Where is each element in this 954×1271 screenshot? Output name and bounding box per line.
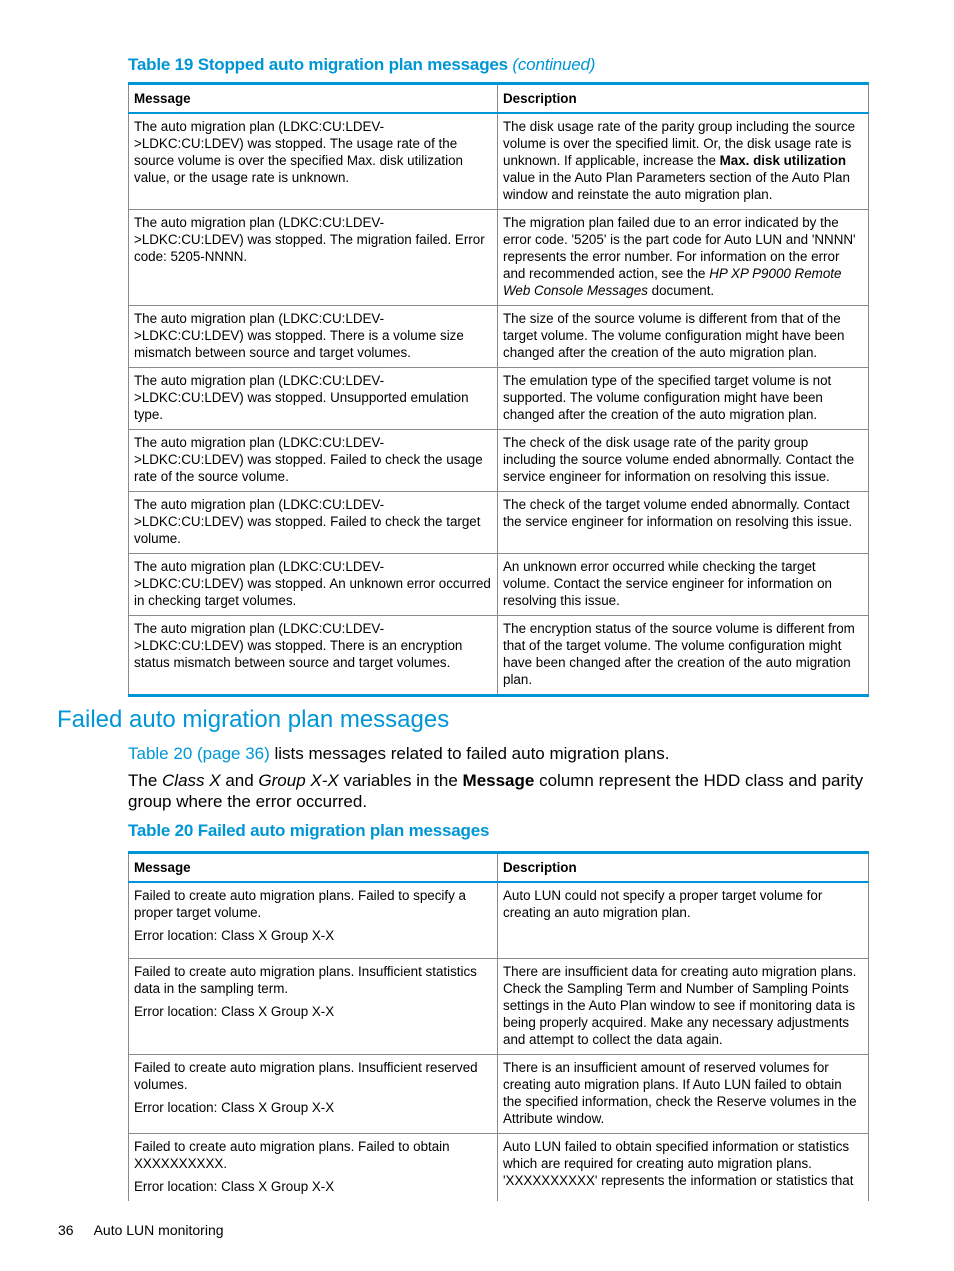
error-location: Error location: Class X Group X-X (134, 1099, 335, 1115)
message-cell (129, 1133, 498, 1201)
table-20-link[interactable]: Table 20 (page 36) (128, 744, 270, 763)
table-19-continued: (continued) (512, 55, 596, 74)
table-19-caption-text: Table 19 Stopped auto migration plan messages (128, 55, 508, 74)
error-location: Error location: Class X Group X-X (134, 1178, 335, 1194)
intro-paragraph (128, 743, 868, 764)
description-cell: Auto LUN failed to obtain specified information or statistics which are required for creating auto migration plans. 'XXXXXXXXXX' represents the information or statistics that (498, 1133, 869, 1201)
table-header-row (129, 84, 869, 114)
message-text: Failed to create auto migration plans. Insufficient statistics data in the sampling term. (134, 963, 477, 996)
message-cell: The auto migration plan (LDKC:CU:LDEV->LDKC:CU:LDEV) was stopped. Failed to check the usage rate of the source volume. (129, 430, 498, 492)
document-title: HP XP P9000 Remote Web Console Messages (503, 266, 842, 298)
description-cell: There are insufficient data for creating auto migration plans. Check the Sampling Term and Number of Sampling Points settings in the Auto Plan window to see if monitoring data is being properly acquired. Make any necessary adjustments and attempt to collect the data again. (498, 958, 869, 1054)
page-footer (58, 1222, 224, 1238)
description-text: value in the Auto Plan Parameters section of the Auto Plan window and reinstate the auto migration plan. (503, 170, 850, 202)
description-cell: Auto LUN could not specify a proper target volume for creating an auto migration plan. (498, 882, 869, 958)
column-header-message: Message (129, 84, 498, 114)
section-heading: Failed auto migration plan messages (57, 706, 450, 733)
table-row (129, 368, 869, 430)
footer-title: Auto LUN monitoring (93, 1222, 224, 1238)
description-text: The disk usage rate of the parity group including the source volume is over the specified limit. Or, the disk usage rate is unknown. If applicable, increase the (503, 119, 856, 168)
description-cell (498, 113, 869, 210)
variable-group-x-x: Group X-X (258, 771, 339, 790)
page-number: 36 (58, 1222, 74, 1238)
description-cell: The check of the target volume ended abnormally. Contact the service engineer for information on resolving this issue. (498, 492, 869, 554)
message-cell: The auto migration plan (LDKC:CU:LDEV->LDKC:CU:LDEV) was stopped. The migration failed. Error code: 5205-NNNN. (129, 210, 498, 306)
para-text: variables in the (338, 771, 463, 790)
description-cell: The check of the disk usage rate of the parity group including the source volume ended abnormally. Contact the service engineer for information on resolving this issue. (498, 430, 869, 492)
message-text: Failed to create auto migration plans. Insufficient reserved volumes. (134, 1059, 478, 1092)
message-cell (129, 958, 498, 1054)
message-cell: The auto migration plan (LDKC:CU:LDEV->LDKC:CU:LDEV) was stopped. An unknown error occurred in checking target volumes. (129, 554, 498, 616)
table-row (129, 958, 869, 1054)
description-text: document. (647, 283, 715, 298)
message-text: Failed to create auto migration plans. Failed to obtain XXXXXXXXXX. (134, 1138, 450, 1171)
variables-paragraph (128, 770, 868, 812)
table-row (129, 306, 869, 368)
column-header-description: Description (498, 84, 869, 114)
table-row (129, 113, 869, 210)
description-cell: The encryption status of the source volume is different from that of the target volume. The volume configuration might have been changed after the creation of the auto migration plan. (498, 616, 869, 696)
table-row (129, 1133, 869, 1201)
description-cell: The emulation type of the specified target volume is not supported. The volume configuration might have been changed after the creation of the auto migration plan. (498, 368, 869, 430)
table-row (129, 210, 869, 306)
table-row (129, 616, 869, 696)
variable-class-x: Class X (162, 771, 221, 790)
table-row (129, 554, 869, 616)
message-cell (129, 1054, 498, 1133)
table-row (129, 1054, 869, 1133)
table-19-caption (128, 55, 595, 75)
table-header-row (129, 853, 869, 883)
column-header-description: Description (498, 853, 869, 883)
description-text: The migration plan failed due to an error indicated by the error code. '5205' is the part code for Auto LUN and 'NNNN' represents the error number. For information on the error and recommended action, see the (503, 215, 856, 281)
column-name-message: Message (462, 771, 535, 790)
table-19 (128, 82, 869, 697)
message-text: Failed to create auto migration plans. Failed to specify a proper target volume. (134, 888, 466, 920)
table-row (129, 430, 869, 492)
message-cell: The auto migration plan (LDKC:CU:LDEV->LDKC:CU:LDEV) was stopped. There is an encryption status mismatch between source and target volumes. (129, 616, 498, 696)
description-cell: There is an insufficient amount of reserved volumes for creating auto migration plans. If Auto LUN failed to obtain the specified information, check the Reserve volumes in the Attribute window. (498, 1054, 869, 1133)
message-cell: The auto migration plan (LDKC:CU:LDEV->LDKC:CU:LDEV) was stopped. Unsupported emulation type. (129, 368, 498, 430)
table-row (129, 882, 869, 958)
intro-text: lists messages related to failed auto migration plans. (269, 744, 670, 763)
error-location: Error location: Class X Group X-X (134, 1003, 335, 1019)
message-cell (129, 882, 498, 958)
table-row (129, 492, 869, 554)
message-cell: The auto migration plan (LDKC:CU:LDEV->LDKC:CU:LDEV) was stopped. There is a volume size mismatch between source and target volumes. (129, 306, 498, 368)
message-cell: The auto migration plan (LDKC:CU:LDEV->LDKC:CU:LDEV) was stopped. The usage rate of the source volume is over the specified Max. disk utilization value, or the usage rate is unknown. (129, 113, 498, 210)
para-text: and (220, 771, 259, 790)
message-cell: The auto migration plan (LDKC:CU:LDEV->LDKC:CU:LDEV) was stopped. Failed to check the target volume. (129, 492, 498, 554)
description-cell (498, 210, 869, 306)
bold-term: Max. disk utilization (719, 153, 847, 168)
description-cell: An unknown error occurred while checking the target volume. Contact the service engineer for information on resolving this issue. (498, 554, 869, 616)
error-location: Error location: Class X Group X-X (134, 928, 335, 943)
description-cell: The size of the source volume is different from that of the target volume. The volume configuration might have been changed after the creation of the auto migration plan. (498, 306, 869, 368)
table-20-caption: Table 20 Failed auto migration plan messages (128, 821, 490, 840)
table-20 (128, 851, 869, 1201)
para-text: column represent the HDD class and parity group where the error occurred. (128, 771, 864, 811)
column-header-message: Message (129, 853, 498, 883)
para-text: The (128, 771, 163, 790)
